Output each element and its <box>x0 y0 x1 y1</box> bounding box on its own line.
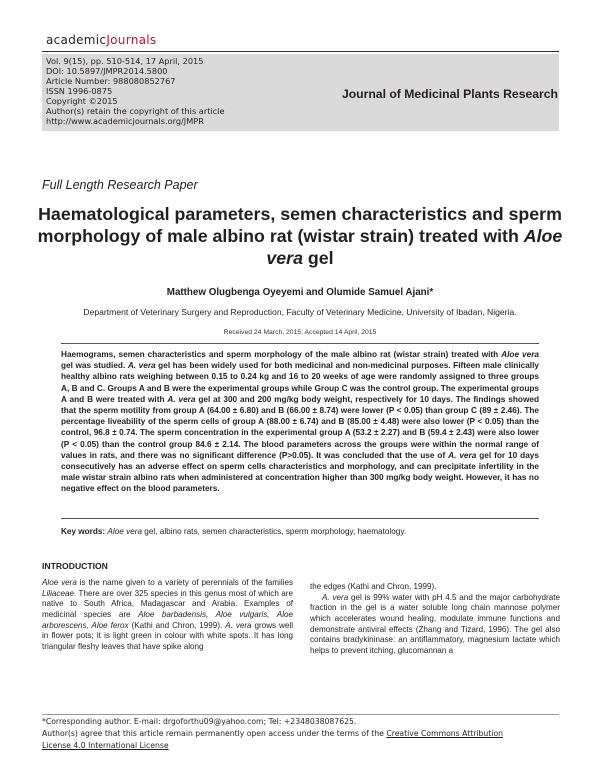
abstract-species: Aloe vera <box>501 350 539 359</box>
abstract-text: Haemograms, semen characteristics and sperm morphology of the male albino rat (wistar strain) treated with <box>61 350 502 359</box>
abstract-text: gel has been widely used for both medicinal and non-medicinal purposes. Fifteen male clinically healthy albino rats weighing between 0.15 to 0.24 kg and 16 to 20 weeks of age were randomly assigned to three groups A, B and C. Groups A and B were the experimental groups while Group C was the control group. The experimental groups A and B were treated with <box>61 361 539 404</box>
abstract-bottom-rule <box>61 518 539 519</box>
received-dates: Received 24 March, 2015; Accepted 14 April, 2015 <box>223 329 377 336</box>
body-text: is the name given to a variety of perennials of the families <box>76 578 293 587</box>
abstract-species: A. vera <box>167 394 196 404</box>
abstract-text: gel for 10 days consecutively has an adverse effect on sperm cells characteristics and morphology, and can precipitate infertility in the male wistar strain albino rats when administered at concentration higher than 300 mg/kg body weight. However, it has no negative effect on the blood parameters. <box>61 450 539 494</box>
species-name: A. vera <box>225 620 252 630</box>
abstract-species: A. vera <box>127 361 156 371</box>
abstract-species: A. vera <box>448 450 477 460</box>
affiliation: Department of Veterinary Surgery and Reproduction, Faculty of Veterinary Medicine, University of Ibadan, Nigeria. <box>83 307 517 317</box>
species-names: Aloe barbadensis, Aloe vulgaris, Aloe arborescens, Aloe ferox <box>42 609 293 630</box>
keywords-list: gel, albino rats, semen characteristics, sperm morphology, haematology. <box>142 527 407 536</box>
license-line <box>42 728 559 740</box>
meta-doi: DOI: 10.5897/JMPR2014.5800 <box>46 66 168 76</box>
title-end: gel <box>302 248 334 268</box>
meta-issn: ISSN 1996-0875 <box>46 86 113 96</box>
body-text: grows well in flower pots; it is light green in colour with white spots. It has long triangular fleshy leaves that have spike along <box>42 620 293 651</box>
body-text: (Kathi and Chron, 1999). <box>128 620 226 630</box>
license-line-2[interactable] <box>42 740 559 752</box>
article-title <box>30 203 570 269</box>
license-link[interactable]: Creative Commons Attribution <box>386 729 504 738</box>
keywords-label: Key words: <box>61 527 106 536</box>
abstract-text: gel at 300 and 200 mg/kg body weight, respectively for 10 days. The findings showed that the sperm motility from group A (64.00 ± 6.80) and B (66.00 ± 8.74) were lower (P < 0.05) than group C (89 ± 2.46). The percentage liveability of the sperm cells of group A (88.00 ± 6.74) and B (85.00 ± 4.48) were also lower (P < 0.05) than the control, 96.8 ± 0.74. The sperm concentration in the experimental group A (53.2 ± 2.27) and B (59.4 ± 2.43) were also lower (P < 0.05) than the control group 84.6 ± 2.14. The blood parameters across the groups were within the normal range of values in rats, and there was no significant difference (P>0.05). It was concluded that the use of <box>61 394 539 460</box>
header-divider <box>42 51 559 52</box>
abstract-top-rule <box>61 343 539 344</box>
journal-title: Journal of Medicinal Plants Research <box>341 87 558 101</box>
body-text: gel is 99% water with pH 4.5 and the major carbohydrate fraction in the gel is a water soluble long chain mannose polymer which accelerates wound healing, modulate immune functions and demonstrate antiviral effects (Zhang and Tizard, 1996). The gel also contains bradykininase: an antiflammatory, magnesium lactate which helps to prevent itching, glucomannan a <box>310 592 560 655</box>
meta-copyright: Copyright ©2015 <box>46 96 118 106</box>
section-heading-introduction: INTRODUCTION <box>42 561 108 571</box>
body-text: the edges (Kathi and Chron, 1999). <box>310 582 437 591</box>
body-text: . There are over 325 species in this genus most of which are native to South Africa, Madagascar and Arabia. Examples of medicinal species are <box>42 588 293 619</box>
paper-type: Full Length Research Paper <box>42 178 198 192</box>
species-name: A. vera <box>322 592 349 602</box>
authors: Matthew Olugbenga Oyeyemi and Olumide Samuel Ajani* <box>166 287 434 298</box>
brand-prefix: academic <box>46 33 107 47</box>
family-name: Liliaceae <box>42 588 74 598</box>
title-main: Haematological parameters, semen characteristics and sperm morphology of male albino rat (wistar strain) treated with <box>37 204 562 246</box>
corresponding-author: *Corresponding author. E-mail: drgoforthu09@yahoo.com; Tel: +2348038087625. <box>42 717 357 726</box>
abstract <box>61 349 539 495</box>
intro-right-column <box>310 582 560 657</box>
paragraph <box>310 593 560 657</box>
meta-volume: Vol. 9(15), pp. 510-514, 17 April, 2015 <box>46 56 204 66</box>
keyword-species: Aloe vera <box>107 527 143 536</box>
meta-journal-url[interactable]: http://www.academicjournals.org/JMPR <box>46 116 204 126</box>
keywords <box>61 527 539 536</box>
license-text: Author(s) agree that this article remain permanently open access under the terms of the <box>42 729 387 738</box>
license-link-cont[interactable]: License 4.0 International License <box>42 741 169 750</box>
abstract-text: gel was studied. <box>61 361 128 371</box>
brand-suffix: Journals <box>106 33 157 47</box>
intro-left-column <box>42 578 293 653</box>
footnote <box>42 716 559 752</box>
meta-article-number: Article Number: 988080852767 <box>46 76 176 86</box>
title-species: Aloe vera <box>266 226 563 268</box>
footnote-divider <box>42 714 559 715</box>
species-name: Aloe vera <box>42 578 77 587</box>
meta-copyright-note: Author(s) retain the copyright of this article <box>46 106 225 116</box>
article-metadata <box>46 56 225 126</box>
publisher-logo <box>46 33 156 47</box>
